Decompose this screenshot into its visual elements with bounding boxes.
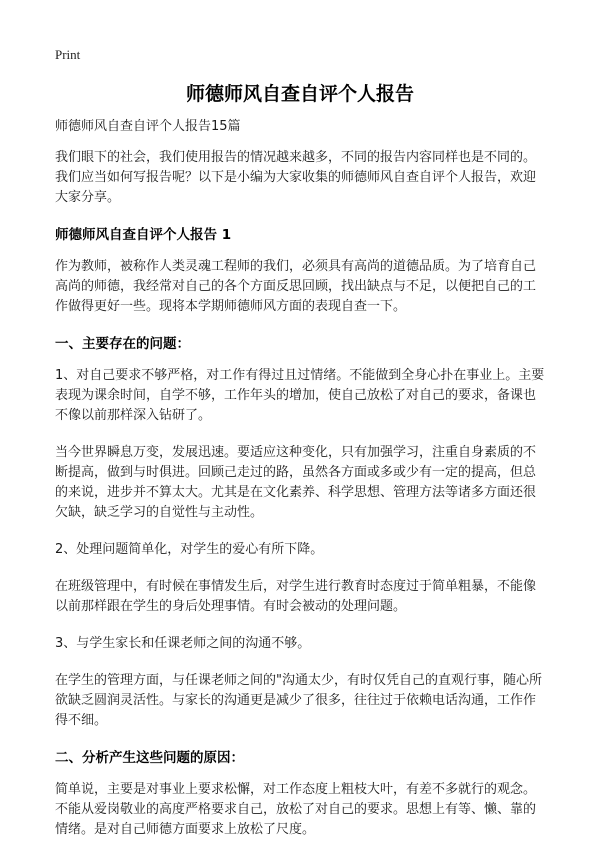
problem-3-detail-paragraph: 在学生的管理方面，与任课老师之间的"沟通太少，有时仅凭自己的直观行事，随心所欲缺乏圆润灵活性。与家长的沟通更是减少了很多，往往过于依赖电话沟通，工作作得不细。 (55, 673, 542, 728)
intro-paragraph: 我们眼下的社会，我们使用报告的情况越来越多，不同的报告内容同样也是不同的。我们应当如何写报告呢？以下是小编为大家收集的师德师风自查自评个人报告，欢迎大家分享。 (55, 150, 537, 205)
problems-heading: 一、主要存在的问题： (55, 336, 190, 352)
section-heading: 师德师风自查自评个人报告 1 (55, 227, 232, 243)
causes-heading: 二、分析产生这些问题的原因： (55, 750, 244, 766)
problem-2-paragraph: 2、处理问题简单化，对学生的爱心有所下降。 (55, 542, 324, 557)
section-intro-paragraph: 作为教师，被称作人类灵魂工程师的我们，必须具有高尚的道德品质。为了培育自己高尚的师德，我经常对自己的各个方面反思回顾，找出缺点与不足，以便把自己的工作做得更好一些。现将本学期师德师风方面的表现自查一下。 (55, 259, 537, 314)
problem-1-paragraph: 1、对自己要求不够严格，对工作有得过且过情绪。不能做到全身心扑在事业上。主要表现为课余时间，自学不够，工作年头的增加，使自己放松了对自己的要求，备课也不像以前那样深入钻研了。 (55, 368, 545, 423)
problem-3-paragraph: 3、与学生家长和任课老师之间的沟通不够。 (55, 636, 311, 651)
document-body (55, 117, 547, 857)
print-link[interactable]: Print (55, 47, 81, 62)
problem-2-detail-paragraph: 在班级管理中，有时候在事情发生后，对学生进行教育时态度过于简单粗暴，不能像以前那样跟在学生的身后处理事情。有时会被动的处理问题。 (55, 579, 537, 614)
problem-1-detail-paragraph: 当今世界瞬息万变，发展迅速。要适应这种变化，只有加强学习，注重自身素质的不断提高，做到与时俱进。回顾己走过的路，虽然各方面或多或少有一定的提高，但总的来说，进步并不算太大。尤其是在文化素养、科学思想、管理方法等诸多方面还很欠缺，缺乏学习的自觉性与主动性。 (55, 445, 537, 520)
causes-paragraph: 简单说，主要是对事业上要求松懈，对工作态度上粗枝大叶，有差不多就行的观念。不能从爱岗敬业的高度严格要求自己，放松了对自己的要求。思想上有等、懒、靠的情绪。是对自己师德方面要求上放松了尺度。 (55, 782, 537, 837)
document-subtitle: 师德师风自查自评个人报告15篇 (55, 119, 241, 134)
page-title: 师德师风自查自评个人报告 (185, 83, 414, 105)
